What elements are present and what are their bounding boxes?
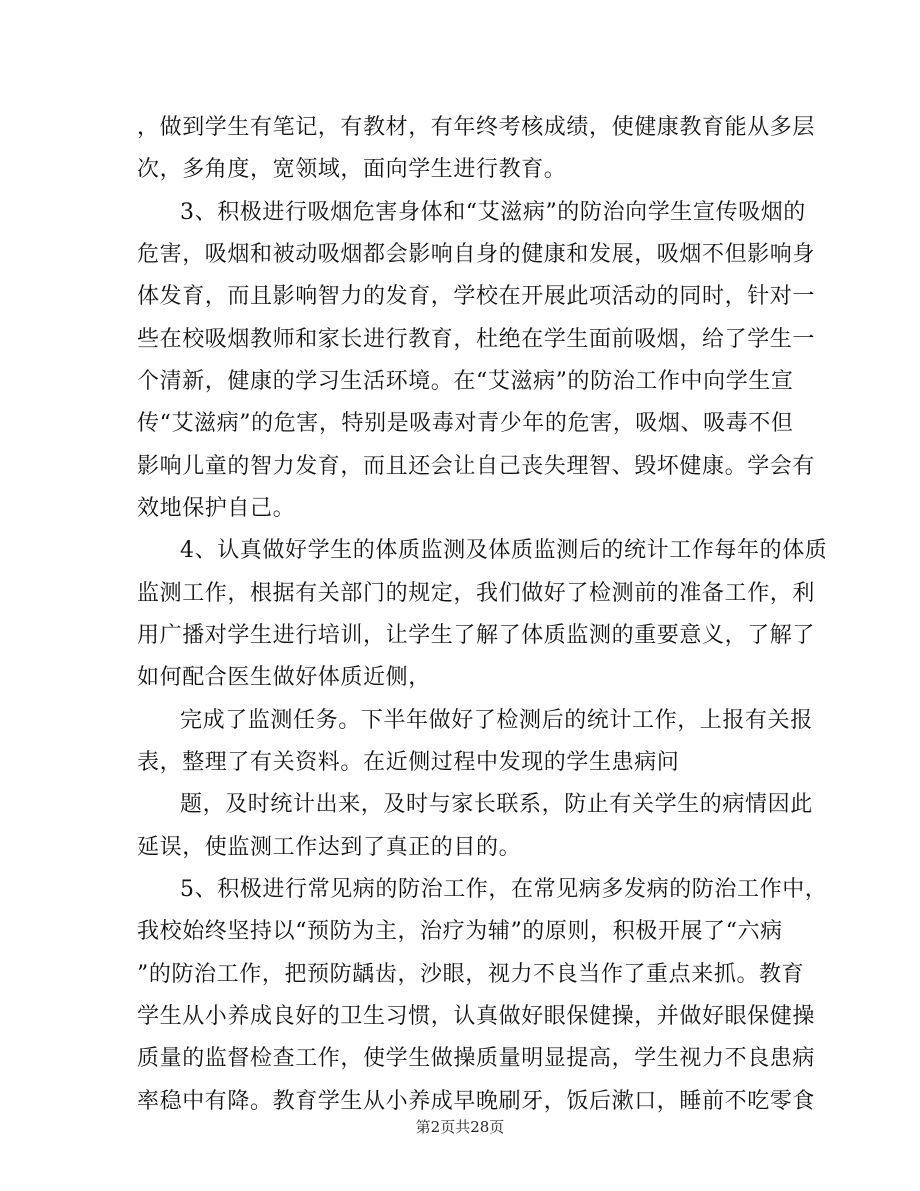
page-number-footer: 第2页共28页 — [415, 1118, 505, 1136]
text-line: 效地保护自己。 — [137, 496, 296, 521]
text-line: ，做到学生有笔记，有教材，有年终考核成绩，使健康教育能从多层 — [137, 115, 816, 140]
text-line: 些在校吸烟教师和家长进行教育，杜绝在学生面前吸烟，给了学生一 — [137, 327, 816, 352]
text-line: 质量的监督检查工作，使学生做操质量明显提高，学生视力不良患病 — [137, 1046, 816, 1071]
text-line: 危害，吸烟和被动吸烟都会影响自身的健康和发展，吸烟不但影响身 — [137, 242, 816, 267]
text-line: 率稳中有降。教育学生从小养成早晚刷牙，饭后漱口，睡前不吃零食 — [137, 1089, 816, 1114]
text-line: 监测工作，根据有关部门的规定，我们做好了检测前的准备工作，利 — [137, 581, 816, 606]
text-line: 学生从小养成良好的卫生习惯，认真做好眼保健操，并做好眼保健操 — [137, 1004, 816, 1029]
text-line: 4、认真做好学生的体质监测及体质监测后的统计工作每年的体质 — [180, 538, 828, 563]
text-line: 影响儿童的智力发育，而且还会让自己丧失理智、毁坏健康。学会有 — [137, 454, 816, 479]
text-line: 传“艾滋病”的危害，特别是吸毒对青少年的危害，吸烟、吸毒不但 — [137, 411, 794, 436]
text-line: 用广播对学生进行培训，让学生了解了体质监测的重要意义，了解了 — [137, 623, 816, 648]
text-line: 5、积极进行常见病的防治工作，在常见病多发病的防治工作中， — [180, 877, 828, 902]
text-line: 完成了监测任务。下半年做好了检测后的统计工作，上报有关报 — [180, 708, 813, 733]
text-line: 次，多角度，宽领域，面向学生进行教育。 — [137, 157, 567, 182]
text-line: 体发育，而且影响智力的发育，学校在开展此项活动的同时，针对一 — [137, 284, 816, 309]
text-line: 如何配合医生做好体质近侧， — [137, 665, 431, 690]
text-line: 3、积极进行吸烟危害身体和“艾滋病”的防治向学生宣传吸烟的 — [180, 200, 806, 225]
text-line: 个清新，健康的学习生活环境。在“艾滋病”的防治工作中向学生宣 — [137, 369, 794, 394]
text-line: 我校始终坚持以“预防为主，治疗为辅”的原则，积极开展了“六病 — [137, 919, 783, 944]
text-line: ”的防治工作，把预防龋齿，沙眼，视力不良当作了重点来抓。教育 — [137, 962, 805, 987]
text-line: 题，及时统计出来，及时与家长联系，防止有关学生的病情因此 — [180, 792, 813, 817]
text-line: 延误，使监测工作达到了真正的目的。 — [137, 835, 522, 860]
text-line: 表，整理了有关资料。在近侧过程中发现的学生患病问 — [137, 750, 680, 775]
